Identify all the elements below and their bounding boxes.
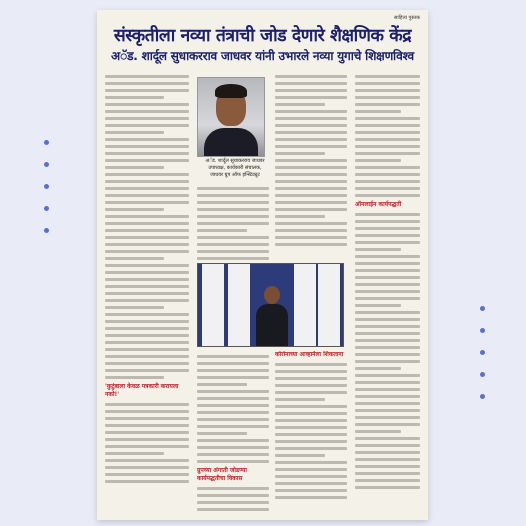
section-head-4: ग्रुपच्या अंगाती जोडण्या कार्यपद्धतीचा विकास (197, 467, 247, 482)
subheadline: अॅड. शार्दूल सुधाकरराव जाधवर यांनी उभारले नव्या युगाचे शिक्षणविश्व (110, 49, 415, 63)
event-photo (197, 263, 344, 347)
column-3-lower (275, 351, 347, 511)
column-2-upper (197, 183, 269, 261)
photo-caption: अॅड. शार्दूल सुधाकरराव जाधवर उपाध्यक्ष, कार्यकारी संचालक, जाधवर ग्रुप ऑफ इन्स्टिट्यूट (205, 158, 265, 178)
portrait-photo (197, 77, 265, 157)
section-head-3: ऑनलाईन कार्यपद्धती (355, 201, 402, 208)
headline: संस्कृतीला नव्या तंत्राची जोड देणारे शैक्षणिक केंद्र (113, 26, 412, 46)
column-4 (355, 71, 420, 511)
column-1 (105, 71, 189, 511)
section-head-2: कोरोनाच्या आव्हानेला शिकताना (275, 351, 344, 358)
column-2-lower (197, 351, 269, 511)
newspaper-clipping (97, 10, 428, 520)
column-3-upper (275, 71, 347, 261)
top-label: साहित्य पुस्तक (393, 15, 420, 21)
section-head-1: 'कुटुंबाला केवळ पत्रकारी करायला नको!' (105, 383, 179, 398)
